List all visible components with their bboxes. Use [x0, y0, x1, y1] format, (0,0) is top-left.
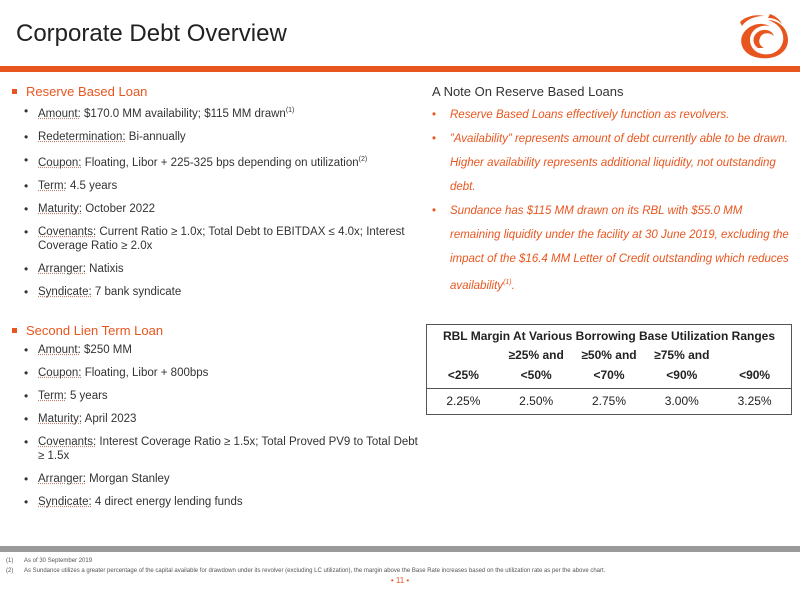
list-item: • Arranger: Morgan Stanley [24, 471, 170, 486]
list-item: • Maturity: April 2023 [24, 411, 137, 426]
list-item: • Amount: $250 MM [24, 342, 132, 357]
list-item: • Redetermination: Bi-annually [24, 129, 186, 144]
list-item: • Reserve Based Loans effectively function as revolvers. [432, 109, 730, 121]
list-item: • ”Availability” represents amount of debt currently able to be drawn. Higher availability represents additional liquidity, not outstanding debt. [432, 133, 788, 193]
reserve-loan-heading: Reserve Based Loan [10, 84, 420, 99]
table-cell: 2.50% [519, 394, 554, 408]
list-item: • Covenants: Interest Coverage Ratio ≥ 1.5x; Total Proved PV9 to Total Debt ≥ 1.5x [24, 434, 418, 462]
footnote-ref: (2) [358, 155, 368, 163]
rbl-note [432, 84, 792, 298]
footnote-ref: (1) [503, 279, 512, 286]
list-item: • Coupon: Floating, Libor + 225-325 bps depending on utilization$^{(2)}$ [24, 152, 368, 169]
reserve-loan-list [10, 104, 420, 299]
column-header: <25% [447, 368, 479, 382]
list-item: • Arranger: Natixis [24, 261, 124, 276]
note-list [432, 103, 792, 298]
square-bullet-icon [12, 328, 17, 333]
loan-details [10, 84, 420, 518]
note-title: A Note On Reserve Based Loans [432, 84, 624, 99]
square-bullet-icon [12, 89, 17, 94]
header-rule [0, 66, 800, 72]
page-number: • 11 • [390, 576, 410, 585]
list-item: • Covenants: Current Ratio ≥ 1.0x; Total Debt to EBITDAX ≤ 4.0x; Interest Coverage Ratio ≥ 2.0x [24, 224, 405, 252]
table-row [427, 389, 791, 414]
footer-rule [0, 546, 800, 552]
table-header-row [427, 345, 791, 389]
list-item: • Sundance has $115 MM drawn on its RBL with $55.0 MM remaining liquidity under the facility at 30 June 2019, excluding the impact of the $16.4 MM Letter of Credit outstanding which reduces availability$^{(1)}$. [432, 205, 789, 292]
footnotes [6, 556, 605, 576]
list-item: • Syndicate: 7 bank syndicate [24, 284, 182, 299]
table-cell: 3.00% [664, 394, 699, 408]
list-item: • Coupon: Floating, Libor + 800bps [24, 365, 209, 380]
column-header: ≥75% and <90% [654, 348, 710, 382]
table-title: RBL Margin At Various Borrowing Base Utilization Ranges [442, 329, 776, 343]
footnote-ref: (1) [285, 107, 295, 114]
table-cell: 2.25% [446, 394, 481, 408]
column-header: ≥50% and <70% [581, 348, 637, 382]
table-cell: 3.25% [737, 394, 772, 408]
second-lien-heading: Second Lien Term Loan [10, 323, 420, 338]
list-item: • Amount: $170.0 MM availability; $115 MM drawn$^{(1)}$ [24, 104, 295, 120]
second-lien-list [10, 343, 420, 509]
list-item: • Term: 4.5 years [24, 178, 118, 193]
rbl-margin-table [426, 324, 792, 415]
slide-title: Corporate Debt Overview [16, 20, 287, 47]
list-item: • Syndicate: 4 direct energy lending funds [24, 494, 243, 509]
column-header: ≥25% and <50% [508, 348, 564, 382]
table-cell: 2.75% [591, 394, 626, 408]
column-header: <90% [739, 368, 771, 382]
list-item: • Term: 5 years [24, 388, 108, 403]
swirl-sun-logo [730, 10, 792, 64]
footnote: (2) As Sundance utilizes a greater percentage of the capital available for drawdown under its revolver (excluding LC utilization), the margin above the Base Rate increases based on the utilization rate as per the above chart. [6, 568, 606, 574]
list-item: • Maturity: October 2022 [24, 201, 155, 216]
footnote: (1) As of 30 September 2019 [6, 558, 93, 564]
